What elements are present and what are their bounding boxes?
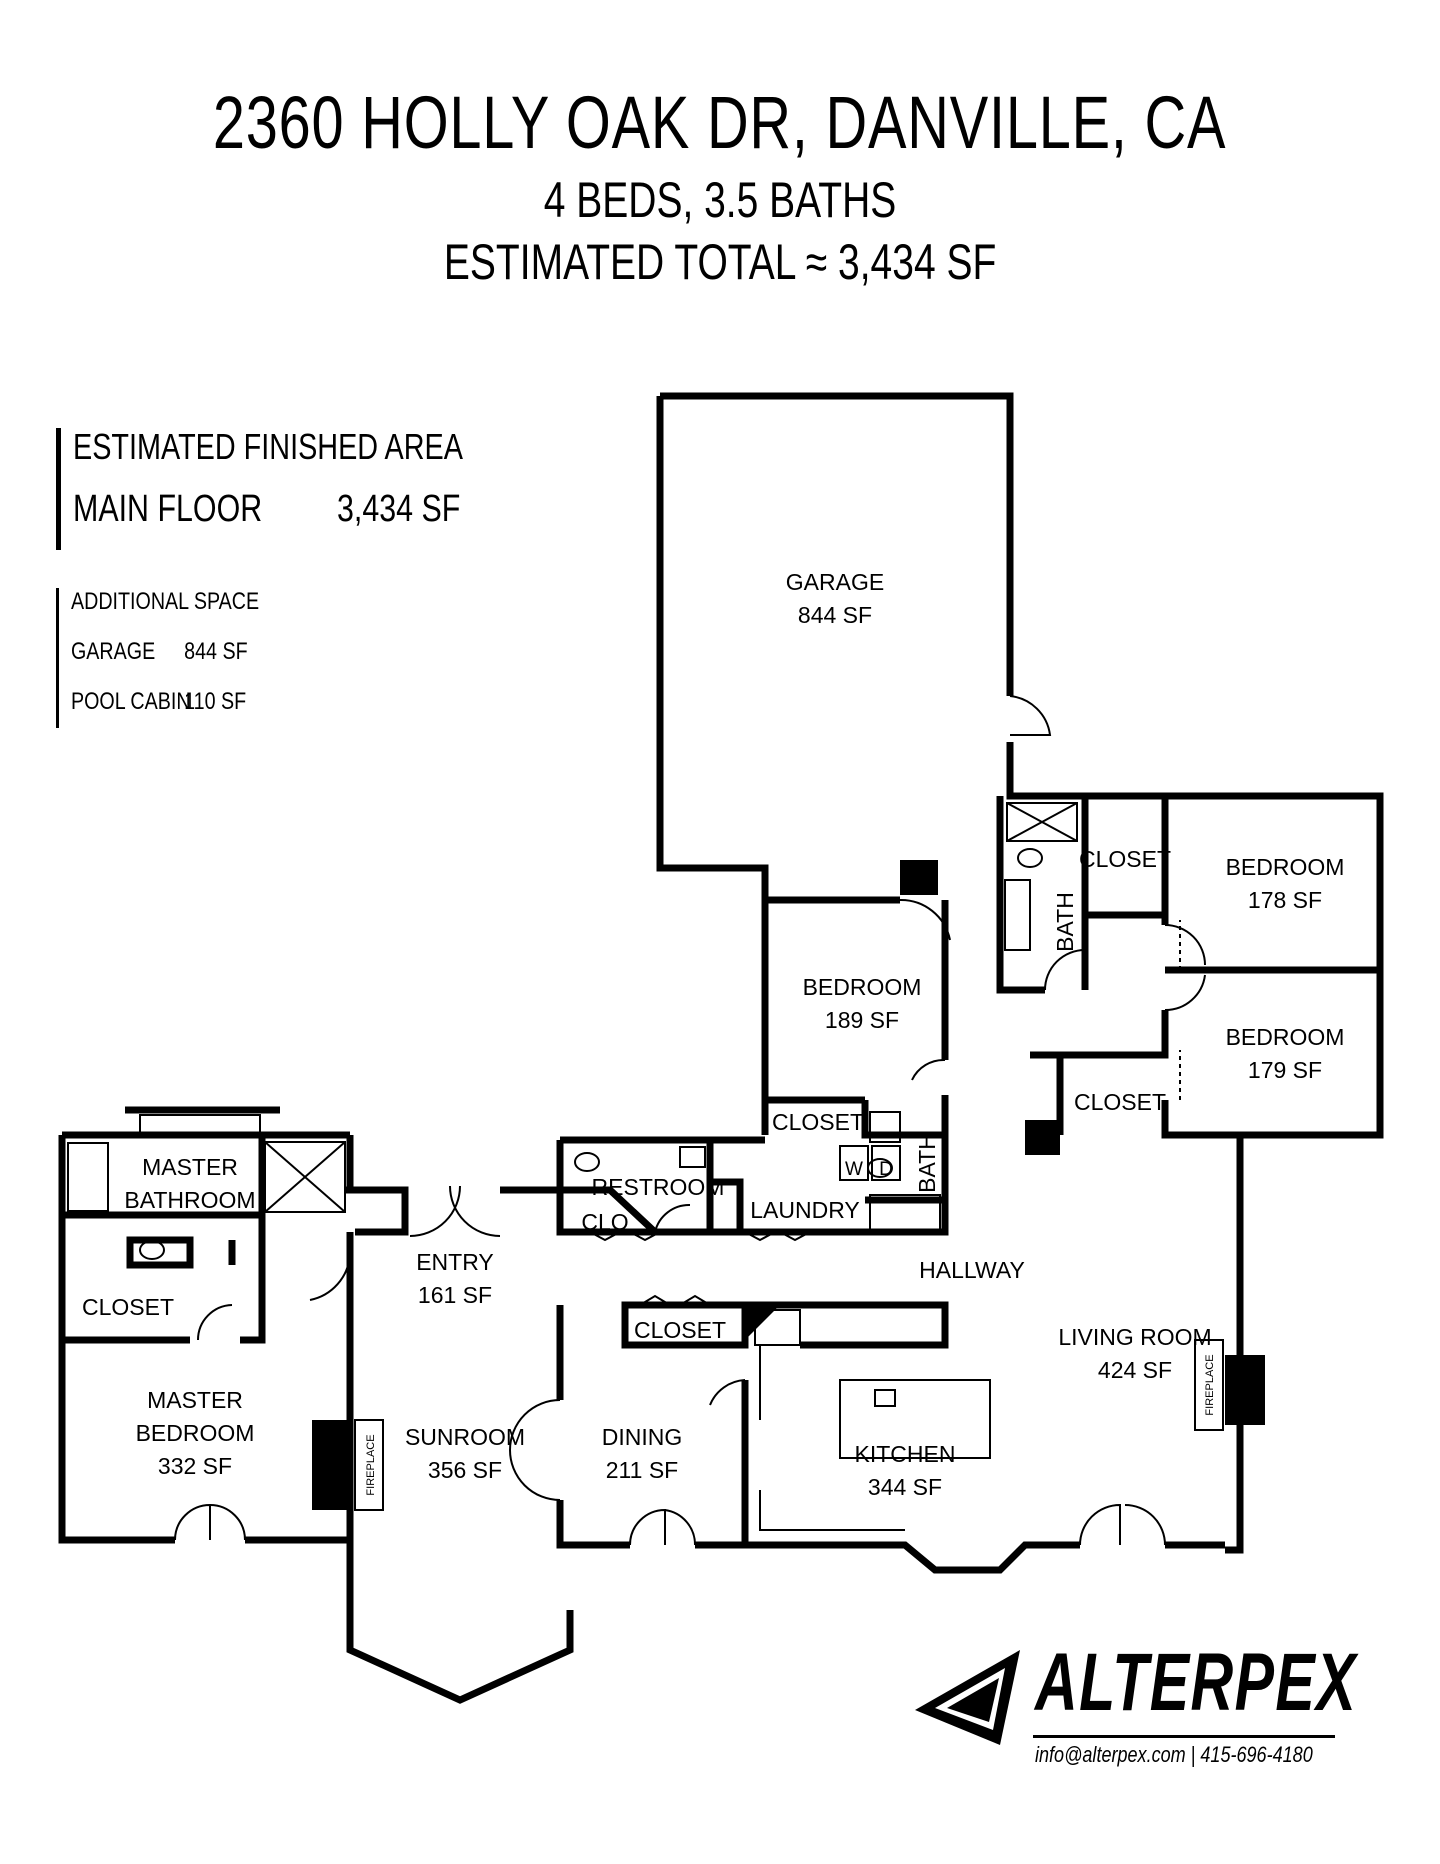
wall xyxy=(240,1215,262,1340)
garage-area: 844 SF xyxy=(797,602,873,628)
finished-area-title: ESTIMATED FINISHED AREA xyxy=(73,426,463,467)
washer-label: W xyxy=(845,1159,863,1180)
closet-label: CLOSET xyxy=(1078,846,1172,872)
door-swing xyxy=(912,1060,945,1080)
fireplace-label: FIREPLACE xyxy=(365,1434,377,1496)
door-swing xyxy=(198,1305,232,1340)
bedroom-label: BEDROOM xyxy=(1225,854,1345,880)
wall xyxy=(1030,1010,1165,1055)
bedroom-label: BEDROOM xyxy=(802,974,922,1000)
living-room-area: 424 SF xyxy=(1097,1357,1173,1383)
wall xyxy=(660,396,1010,696)
master-bedroom-label-1: MASTER xyxy=(147,1387,243,1413)
master-bedroom-label-2: BEDROOM xyxy=(135,1420,255,1446)
door-swing xyxy=(665,1510,695,1545)
bathtub xyxy=(68,1143,108,1211)
additional-space-label: GARAGE xyxy=(71,638,156,665)
fireplace xyxy=(1225,1355,1265,1425)
wall xyxy=(1085,915,1165,990)
door-swing xyxy=(710,1380,745,1405)
additional-space-value: 110 SF xyxy=(184,688,247,715)
fireplace-label: FIREPLACE xyxy=(1204,1354,1216,1416)
beds-baths: 4 BEDS, 3.5 BATHS xyxy=(543,172,897,228)
sink xyxy=(680,1147,705,1167)
living-room-label: LIVING ROOM xyxy=(1058,1324,1212,1350)
additional-space-label: POOL CABIN xyxy=(71,688,191,715)
closet-label: CLOSET xyxy=(81,1294,175,1320)
door-swing xyxy=(310,1255,350,1300)
alterpex-contact: info@alterpex.com | 415-696-4180 xyxy=(1035,1742,1313,1767)
vanity xyxy=(1005,880,1030,950)
dryer-label: D xyxy=(879,1159,893,1180)
wall xyxy=(745,1545,1080,1570)
room-labels xyxy=(82,569,1344,1500)
additional-space-title: ADDITIONAL SPACE xyxy=(71,588,260,615)
wall xyxy=(560,1500,630,1545)
door-swing xyxy=(175,1505,210,1540)
door-swing xyxy=(1165,975,1205,1010)
wall xyxy=(695,1380,745,1545)
dining-label: DINING xyxy=(601,1424,683,1450)
column xyxy=(1025,1120,1060,1155)
walls xyxy=(62,396,1380,1700)
bedroom-label: BEDROOM xyxy=(1225,1024,1345,1050)
entry-label: ENTRY xyxy=(416,1249,494,1275)
door-swing xyxy=(210,1505,245,1540)
door-swing xyxy=(410,1186,460,1236)
wall xyxy=(345,1190,405,1232)
door-swing xyxy=(1080,1505,1120,1545)
master-bathroom-label-1: MASTER xyxy=(142,1154,238,1180)
wall xyxy=(1165,1100,1240,1135)
door-swing xyxy=(630,1510,665,1545)
kitchen-label: KITCHEN xyxy=(854,1441,956,1467)
closet-label: CLOSET xyxy=(1073,1089,1167,1115)
logo-divider xyxy=(1033,1735,1335,1738)
additional-space-value: 844 SF xyxy=(184,638,248,665)
bath-label: BATH xyxy=(914,1133,940,1193)
solid-blocks xyxy=(312,860,1265,1510)
clo-label: CLO xyxy=(581,1209,629,1235)
bath-label: BATH xyxy=(1052,892,1078,952)
restroom-label: RESTROOM xyxy=(591,1174,725,1200)
alterpex-logo-mark xyxy=(915,1650,1035,1750)
closet-label: CLOSET xyxy=(771,1109,865,1135)
garage-label: GARAGE xyxy=(785,569,885,595)
main-floor-label: MAIN FLOOR xyxy=(73,488,263,530)
estimated-total: ESTIMATED TOTAL ≈ 3,434 SF xyxy=(443,234,997,290)
wall xyxy=(660,396,900,900)
fireplace xyxy=(312,1420,352,1510)
closet-label: CLOSET xyxy=(633,1317,727,1343)
bedroom-area: 189 SF xyxy=(824,1007,900,1033)
hallway-label: HALLWAY xyxy=(919,1257,1025,1283)
bedroom-area: 178 SF xyxy=(1247,887,1323,913)
door-swing xyxy=(1045,950,1085,990)
column xyxy=(900,860,938,895)
master-bedroom-area: 332 SF xyxy=(157,1453,233,1479)
wall xyxy=(1225,1135,1240,1550)
alterpex-logo xyxy=(915,1637,1358,1770)
door-swing xyxy=(510,1450,560,1500)
column xyxy=(745,1305,780,1340)
kitchen-area: 344 SF xyxy=(867,1474,943,1500)
door-swing xyxy=(1125,1505,1165,1545)
door-swing xyxy=(1010,696,1050,735)
entry-area: 161 SF xyxy=(417,1282,493,1308)
door-swing xyxy=(1165,925,1205,965)
toilet xyxy=(1018,849,1042,867)
sunroom-area: 356 SF xyxy=(427,1457,503,1483)
address-title: 2360 HOLLY OAK DR, DANVILLE, CA xyxy=(213,81,1227,164)
counter xyxy=(760,1345,905,1530)
door-swing xyxy=(655,1205,690,1232)
bedroom-area: 179 SF xyxy=(1247,1057,1323,1083)
main-floor-value: 3,434 SF xyxy=(337,488,461,530)
wall xyxy=(865,1100,945,1135)
toilet xyxy=(140,1241,164,1259)
alterpex-brand: ALTERPEX xyxy=(1035,1637,1358,1728)
dining-area: 211 SF xyxy=(605,1457,679,1483)
master-bathroom-label-2: BATHROOM xyxy=(124,1187,256,1213)
door-swing xyxy=(450,1186,500,1236)
laundry-label: LAUNDRY xyxy=(750,1197,860,1223)
sunroom-label: SUNROOM xyxy=(404,1424,526,1450)
toilet xyxy=(575,1153,599,1171)
island-sink xyxy=(875,1390,895,1406)
